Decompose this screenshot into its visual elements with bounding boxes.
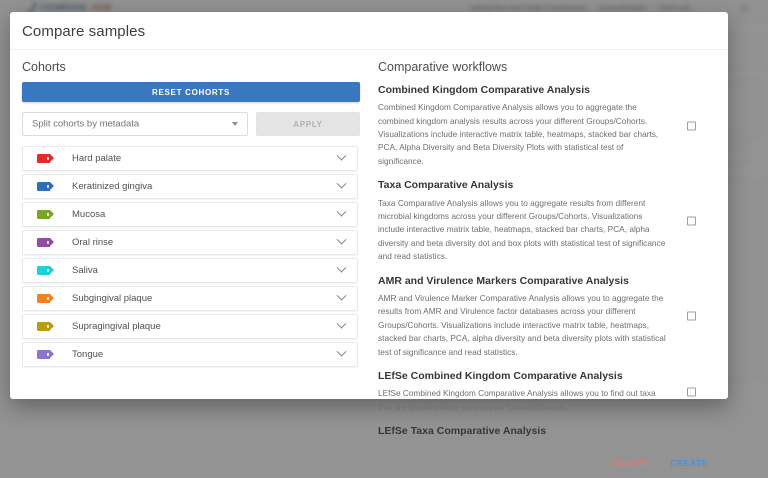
dialog-body (10, 50, 728, 448)
cohort-name: Subgingival plaque (72, 293, 153, 304)
workflow-title: LEfSe Taxa Comparative Analysis (378, 425, 547, 438)
cohort-row[interactable] (22, 314, 358, 339)
page-title: Compare samples (22, 23, 146, 40)
chevron-down-icon[interactable] (337, 179, 347, 189)
workflow-checkbox[interactable] (687, 121, 696, 130)
cohort-color-tag-icon (37, 322, 50, 331)
workflow-item (378, 178, 720, 263)
cohort-color-tag-icon (37, 266, 50, 275)
workflows-panel[interactable] (372, 58, 728, 448)
cohort-row[interactable] (22, 146, 358, 171)
workflow-list (378, 83, 720, 438)
workflow-checkbox[interactable] (687, 387, 696, 396)
cancel-button[interactable]: CANCEL (611, 455, 654, 471)
workflow-title: LEfSe Combined Kingdom Comparative Analysis (378, 370, 623, 383)
cohort-name: Keratinized gingiva (72, 181, 153, 192)
cohort-row[interactable] (22, 342, 358, 367)
workflow-description: AMR and Virulence Marker Comparative Analysis allows you to aggregate the results from AMR and Virulence factor databases across your different Groups/Cohorts. Visualizations include interactive matrix table, heatmaps, stacked bar charts, PCA, alpha diversity and beta diversity plots with statistical test of significance and read statistics. (378, 292, 666, 357)
workflow-description: Combined Kingdom Comparative Analysis allows you to aggregate the combined kingdom analysis results across your different Groups/Cohorts. Visualizations include interactive matrix table, heatmaps, stacked bar charts, PCA, Alpha Diversity and Beta Diversity Plots with statistical test of significance. (378, 102, 659, 166)
chevron-down-icon[interactable] (337, 347, 347, 357)
chevron-down-icon[interactable] (337, 151, 347, 161)
cohort-color-tag-icon (37, 210, 50, 219)
chevron-down-icon[interactable] (337, 235, 347, 245)
cohort-name: Mucosa (72, 209, 106, 220)
cohort-name: Tongue (72, 349, 104, 360)
workflow-item (378, 83, 720, 168)
workflow-checkbox[interactable] (687, 217, 696, 226)
workflow-title: Taxa Comparative Analysis (378, 179, 514, 192)
cohorts-section-label: Cohorts (22, 60, 66, 74)
cohort-row[interactable] (22, 230, 358, 255)
dialog-header (10, 12, 728, 50)
workflow-title: AMR and Virulence Markers Comparative Analysis (378, 274, 629, 287)
chevron-down-icon (232, 122, 238, 126)
workflow-checkbox[interactable] (687, 312, 696, 321)
cohort-name: Saliva (72, 265, 98, 276)
cohort-color-tag-icon (37, 294, 50, 303)
split-cohorts-placeholder: Split cohorts by metadata (32, 118, 140, 130)
apply-button[interactable]: APPLY (256, 112, 360, 136)
split-cohorts-select[interactable] (22, 112, 248, 136)
cohort-color-tag-icon (37, 182, 50, 191)
cohort-list[interactable] (22, 146, 360, 448)
chevron-down-icon[interactable] (337, 263, 347, 273)
cohort-color-tag-icon (37, 154, 50, 163)
cohort-name: Oral rinse (72, 237, 114, 248)
workflow-description: Taxa Comparative Analysis allows you to aggregate results from different microbial kingdoms across your different Groups/Cohorts. Visualizations include interactive matrix table, heatmaps, stacked bar charts, PCA, alpha diversity and beta diversity dot and box plots with statistical test of significance and read statistics. (378, 197, 666, 262)
reset-cohorts-button[interactable]: RESET COHORTS (22, 82, 360, 102)
chevron-down-icon[interactable] (337, 291, 347, 301)
cohort-color-tag-icon (37, 238, 50, 247)
cohort-name: Supragingival plaque (72, 321, 161, 332)
workflow-item (378, 424, 720, 438)
cohorts-panel (10, 58, 372, 448)
chevron-down-icon[interactable] (337, 319, 347, 329)
split-cohorts-row (22, 112, 360, 136)
cohort-row[interactable] (22, 174, 358, 199)
cohort-row[interactable] (22, 202, 358, 227)
cohort-name: Hard palate (72, 153, 122, 164)
workflow-title: Combined Kingdom Comparative Analysis (378, 84, 590, 96)
chevron-down-icon[interactable] (337, 207, 347, 217)
workflow-item (378, 369, 720, 414)
dialog-footer (10, 448, 728, 478)
cohort-row[interactable] (22, 286, 358, 311)
cohort-color-tag-icon (37, 350, 50, 359)
cohort-row[interactable] (22, 258, 358, 283)
workflows-section-label: Comparative workflows (378, 60, 508, 74)
workflow-description: LEfSe Combined Kingdom Comparative Analysis allows you to find out taxa that are discriminatory across your Cohorts/Groups. (378, 388, 656, 412)
workflow-item (378, 274, 720, 359)
create-button[interactable]: CREATE (668, 455, 710, 471)
compare-samples-dialog (10, 12, 728, 469)
